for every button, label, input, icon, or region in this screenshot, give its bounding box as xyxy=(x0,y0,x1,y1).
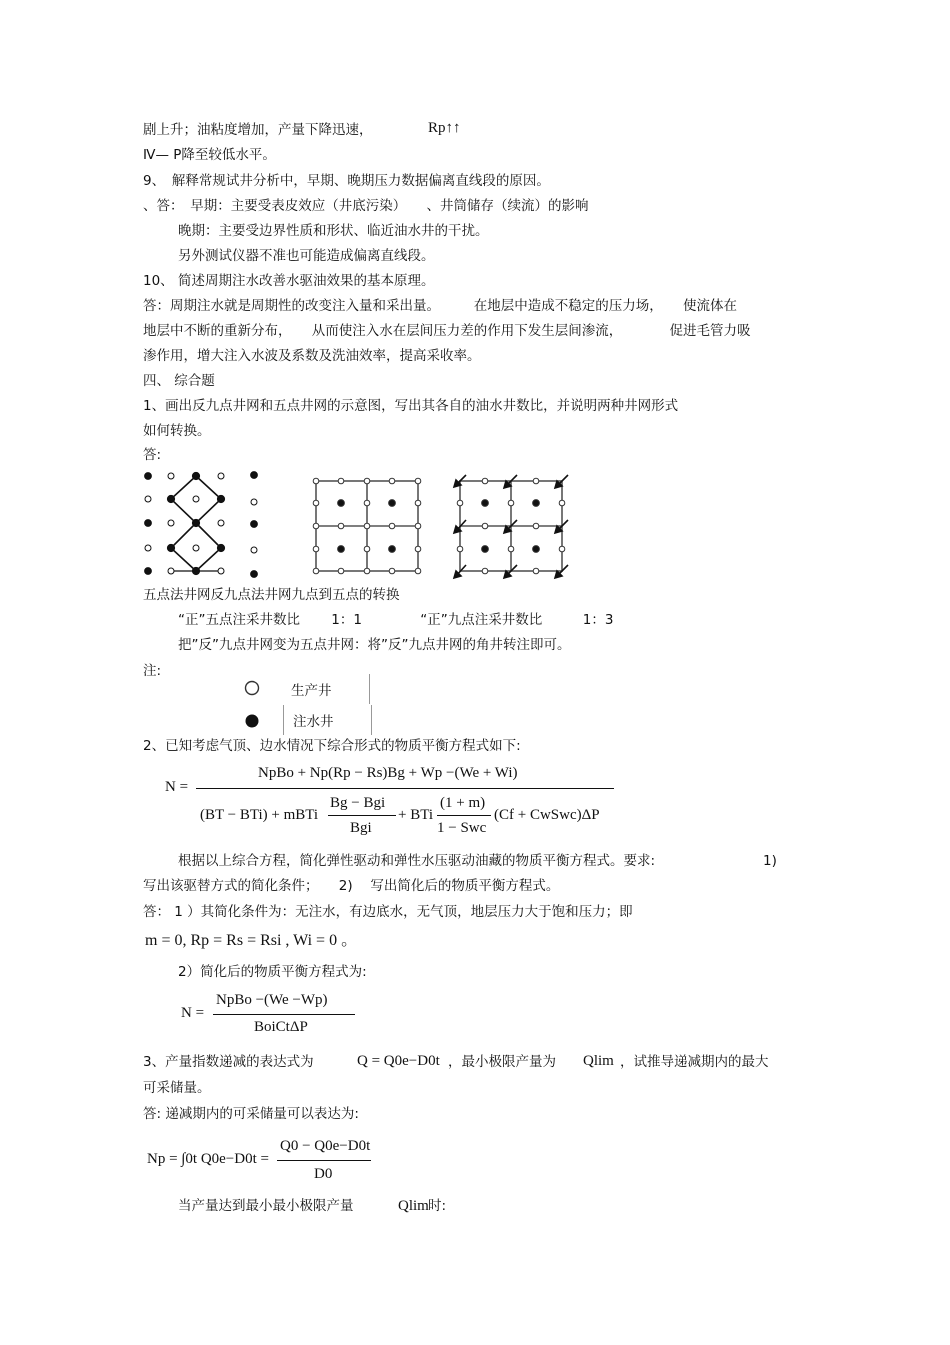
mbe-denominator-part-c: (Cf + CwSwc)ΔP xyxy=(494,807,600,823)
well-pattern-diagrams xyxy=(140,466,580,582)
answer-3-last-tail: 时: xyxy=(428,1198,447,1214)
question-3-part-b: ，最小极限产量为 xyxy=(448,1054,556,1070)
mbe-numerator: NpBo + Np(Rp − Rs)Bg + Wp −(We + Wi) xyxy=(258,765,518,781)
answer-label: 答: xyxy=(143,447,162,463)
mbe-lhs: N = xyxy=(165,779,189,795)
mbe-inner-frac-1-num: Bg − Bgi xyxy=(330,795,386,811)
mbe-inner-frac-1-den: Bgi xyxy=(350,820,372,836)
question-9: 9、 解释常规试井分析中，早期、晚期压力数据偏离直线段的原因。 xyxy=(143,173,550,189)
answer-2-line-1: 答： 1 ）其简化条件为：无注水，有边底水，无气顶，地层压力大于饱和压力；即 xyxy=(143,904,633,920)
np-fraction-bar xyxy=(277,1160,371,1161)
np-denominator: D0 xyxy=(314,1166,333,1182)
answer-2-line-2: 2）简化后的物质平衡方程式为: xyxy=(178,964,367,980)
legend-divider-2 xyxy=(283,705,284,735)
conversion-answer: 把”反”九点井网变为五点井网：将”反”九点井网的角井转注即可。 xyxy=(178,637,571,653)
answer-10-line-2: 地层中不断的重新分布， 从而使注入水在层间压力差的作用下发生层间渗流， 促进毛管力吸 xyxy=(143,323,751,339)
text-line-1: 剧上升；油粘度增加，产量下降迅速， xyxy=(143,122,373,138)
question-1-line-1: 1、画出反九点井网和五点井网的示意图，写出其各自的油水井数比，并说明两种井网形式 xyxy=(143,398,679,414)
decline-expression: Q = Q0e−D0t xyxy=(357,1053,440,1069)
mbe-inner-frac-2-num: (1 + m) xyxy=(440,795,486,811)
answer-9-line-3: 另外测试仪器不准也可能造成偏离直线段。 xyxy=(178,248,435,264)
question-3-part-a: 3、产量指数递减的表达式为 xyxy=(143,1054,314,1070)
question-10: 10、 简述周期注水改善水驱油效果的基本原理。 xyxy=(143,273,435,289)
np-numerator: Q0 − Q0e−D0t xyxy=(280,1138,371,1154)
mbe-denominator-part-a: (BT − BTi) + mBTi xyxy=(200,807,319,823)
answer-9-line-2: 晚期：主要受边界性质和形状、临近油水井的干扰。 xyxy=(178,223,489,239)
figure-caption: 五点法井网反九点法井网九点到五点的转换 xyxy=(143,587,400,603)
legend-production-well: 生产井 xyxy=(291,683,332,699)
answer-2-conditions: m = 0, Rp = Rs = Rsi , Wi = 0 。 xyxy=(145,932,358,949)
question-2-requirement-1: 根据以上综合方程，简化弹性驱动和弹性水压驱动油藏的物质平衡方程式。要求: 1) xyxy=(178,853,777,869)
text-line-2: Ⅳ— P降至较低水平。 xyxy=(143,147,276,163)
mbe-inner-frac-2-den: 1 − Swc xyxy=(437,820,487,836)
answer-3: 答: 递减期内的可采储量可以表达为: xyxy=(143,1106,359,1122)
injection-production-ratio-line: “正”五点注采井数比 1：1 “正”九点注采井数比 1：3 xyxy=(178,612,614,628)
mbe-inner-frac-1-bar xyxy=(328,815,396,816)
legend-injection-well-icon xyxy=(243,712,261,730)
question-3-part-c: ，试推导递减期内的最大 xyxy=(620,1054,769,1070)
mbe-fraction-bar xyxy=(196,788,614,789)
qlim-symbol: Qlim xyxy=(583,1053,614,1069)
answer-3-qlim: Qlim xyxy=(398,1198,429,1214)
question-1-line-2: 如何转换。 xyxy=(143,423,211,439)
simplified-denominator: BoiCtΔP xyxy=(254,1019,308,1035)
section-4-heading: 四、 综合题 xyxy=(143,373,215,389)
five-spot-wells xyxy=(145,472,258,578)
answer-9-line-1: 、答： 早期：主要受表皮效应（井底污染） 、井筒储存（续流）的影响 xyxy=(143,198,589,214)
simplified-lhs: N = xyxy=(181,1005,205,1021)
question-3-line-2: 可采储量。 xyxy=(143,1080,211,1096)
simplified-numerator: NpBo −(We −Wp) xyxy=(216,992,328,1008)
legend-divider xyxy=(369,674,370,704)
answer-3-last-line: 当产量达到最小最小极限产量 xyxy=(178,1198,354,1214)
rp-increase: Rp↑↑ xyxy=(428,120,461,136)
legend-injection-well: 注水井 xyxy=(293,714,334,730)
answer-10-line-3: 渗作用，增大注入水波及系数及洗油效率，提高采收率。 xyxy=(143,348,481,364)
np-integral-lhs: Np = ∫0t Q0e−D0t = xyxy=(147,1151,269,1167)
mbe-denominator-part-b: + BTi xyxy=(398,807,434,823)
question-2: 2、已知考虑气顶、边水情况下综合形式的物质平衡方程式如下: xyxy=(143,738,521,754)
note-label: 注: xyxy=(143,663,162,679)
mbe-inner-frac-2-bar xyxy=(437,815,491,816)
legend-divider-3 xyxy=(371,705,372,735)
answer-10-line-1: 答：周期注水就是周期性的改变注入量和采出量。 在地层中造成不稳定的压力场， 使流体在 xyxy=(143,298,737,314)
legend-production-well-icon xyxy=(243,679,261,697)
simplified-fraction-bar xyxy=(213,1014,355,1015)
question-2-requirement-2: 写出该驱替方式的简化条件； 2) 写出简化后的物质平衡方程式。 xyxy=(143,878,560,894)
